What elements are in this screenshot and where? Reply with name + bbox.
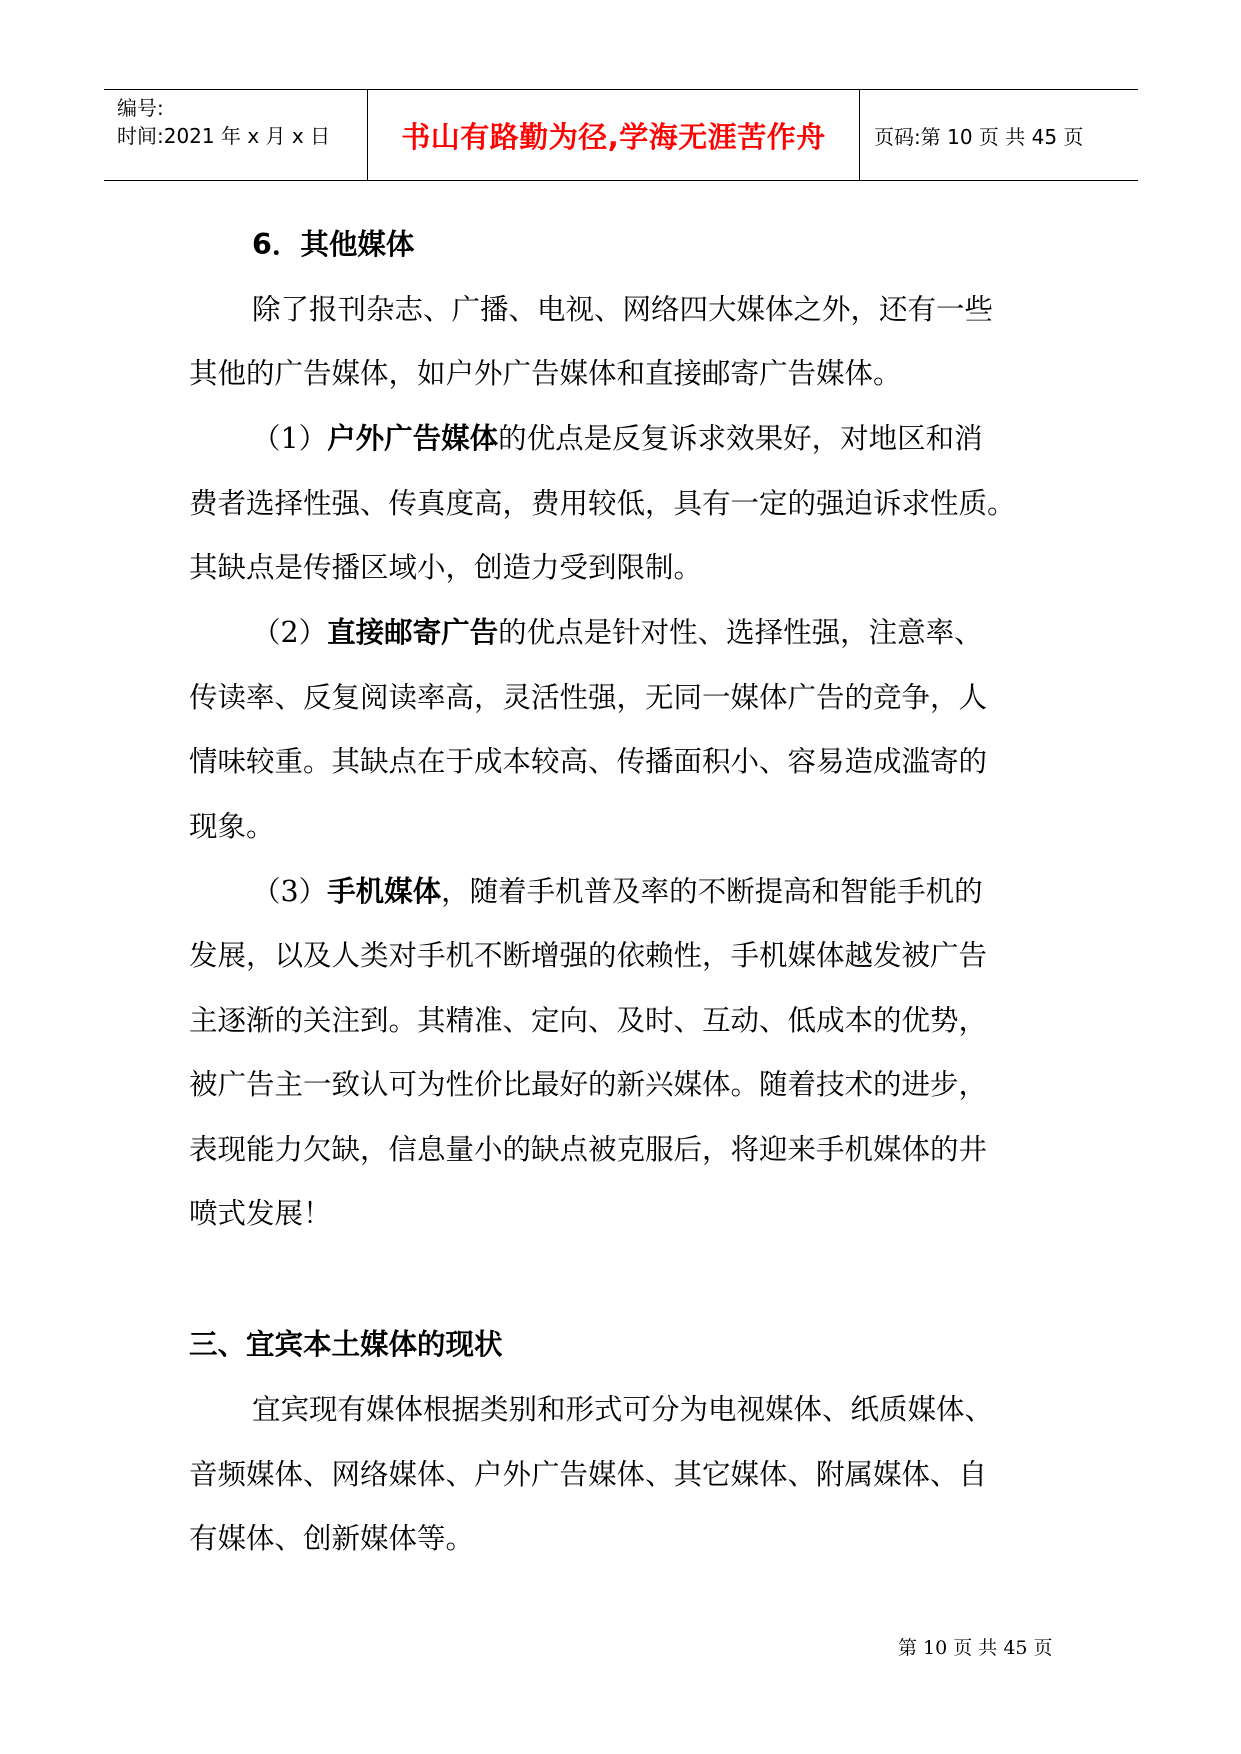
item-1-rest: 的优点是反复诉求效果好，对地区和消 (498, 422, 983, 455)
paragraph-line: 传读率、反复阅读率高，灵活性强，无同一媒体广告的竞争，人 (189, 681, 988, 714)
paragraph-line: 音频媒体、网络媒体、户外广告媒体、其它媒体、附属媒体、自 (189, 1458, 988, 1491)
time-label: 时间:2021 年 x 月 x 日 (117, 124, 331, 148)
item-3-term: 手机媒体 (327, 875, 442, 908)
header-motto: 书山有路勤为径,学海无涯苦作舟 (368, 90, 860, 180)
paragraph-line: 其他的广告媒体，如户外广告媒体和直接邮寄广告媒体。 (189, 357, 902, 390)
paragraph-line: 除了报刊杂志、广播、电视、网络四大媒体之外，还有一些 (252, 293, 994, 326)
item-3-rest: ，随着手机普及率的不断提高和智能手机的 (441, 875, 983, 908)
number-label: 编号: (117, 96, 164, 120)
paragraph-line: 情味较重。其缺点在于成本较高、传播面积小、容易造成滥寄的 (189, 745, 988, 778)
header-left-cell (104, 90, 368, 180)
item-2-rest: 的优点是针对性、选择性强，注意率、 (498, 616, 983, 649)
section-6-heading: 6．其他媒体 (252, 228, 415, 261)
section-3-heading: 三、宜宾本土媒体的现状 (189, 1328, 503, 1361)
item-1-first-line (252, 419, 983, 459)
paragraph-line: 被广告主一致认可为性价比最好的新兴媒体。随着技术的进步， (189, 1068, 988, 1101)
paragraph-line: 主逐渐的关注到。其精准、定向、及时、互动、低成本的优势， (189, 1004, 988, 1037)
paragraph-line: 发展，以及人类对手机不断增强的依赖性，手机媒体越发被广告 (189, 939, 988, 972)
item-3-prefix: （3） (252, 875, 328, 908)
item-2-term: 直接邮寄广告 (327, 616, 499, 649)
paragraph-line: 现象。 (189, 810, 275, 843)
paragraph-line: 宜宾现有媒体根据类别和形式可分为电视媒体、纸质媒体、 (252, 1393, 994, 1426)
paragraph-line: 费者选择性强、传真度高，费用较低，具有一定的强迫诉求性质。 (189, 487, 1016, 520)
paragraph-line: 有媒体、创新媒体等。 (189, 1522, 475, 1555)
page-footer: 第 10 页 共 45 页 (898, 1637, 1053, 1659)
item-1-term: 户外广告媒体 (327, 422, 499, 455)
item-2-first-line (252, 613, 983, 653)
item-3-first-line (252, 872, 983, 912)
header-page-info: 页码:第 10 页 共 45 页 (874, 124, 1084, 149)
paragraph-line: 喷式发展！ (189, 1197, 332, 1230)
paragraph-line: 其缺点是传播区域小，创造力受到限制。 (189, 551, 703, 584)
page-header-table (104, 89, 1138, 181)
item-1-prefix: （1） (252, 422, 328, 455)
paragraph-line: 表现能力欠缺，信息量小的缺点被克服后，将迎来手机媒体的井 (189, 1133, 988, 1166)
item-2-prefix: （2） (252, 616, 328, 649)
